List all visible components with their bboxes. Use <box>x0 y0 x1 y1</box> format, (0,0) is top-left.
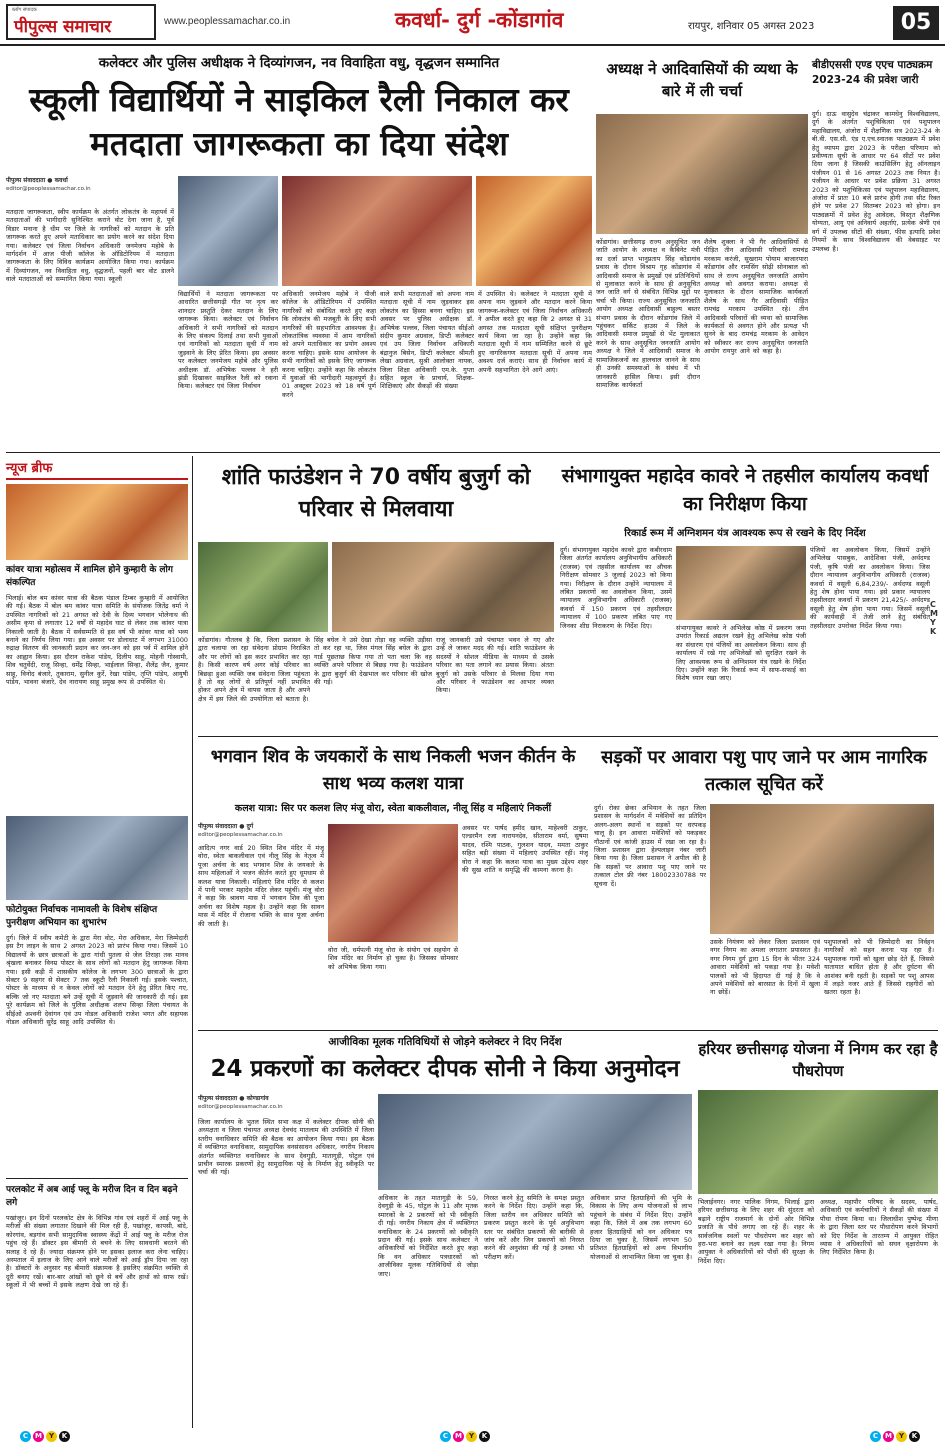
sony-body-col2: अधिकार के तहत मातागुड़ी के 59, देवगुड़ी के 45, घोटुल के 11 और मृतक स्मारकों के 2 प्रकरणों को भी स्वीकृति दी गई। नगरीय निकाय क्षेत्र में व्यक्तिगत वनाधिकार के 24 प्रकरणों को स्वीकृति प्रदान की गई। इसके साथ कलेक्टर ने अधिकारियों को निर्देशित करते हुए कहा कि वन अधिकार पत्रधारकों को आजीविका मूलक गतिविधियों से जोड़ा जाए। <box>378 1194 478 1278</box>
kalash-body-col2: वोरा जी, धर्मपत्नी मंजू वोरा के संयोग एवं सहयोग से शिव मंदिर का निर्माण हो चुका है। जिसका सोमवार को अभिषेक किया गया। <box>328 946 458 971</box>
kalash-subhead: कलश यात्रा: सिर पर कलश लिए मंजू वोरा, स्वेता बाकलीवाल, नीलू सिंह व महिलाएं निकलीं <box>234 803 552 814</box>
lead-photo-auditorium <box>282 176 472 286</box>
hariyar-body-col1: भिलाईनगर। नगर पालिक निगम, भिलाई द्वारा हरियर छत्तीसगढ़ के लिए शहर की सुंदरता को बढ़ाने राष्ट्रीय राजमार्ग के दोनों ओर विभिन्न प्रजाति के पौधे लगाए जा रहे हैं। शहर के सार्वजनिक स्थलों पर पौधरोपण कर शहर को हरा-भरा बनाने का लक्ष्य रखा गया है। निगम आयुक्त ने अधिकारियों को पौधों की सुरक्षा के निर्देश दिए। <box>698 1198 814 1265</box>
bsc-body: दुर्ग। दाऊ वासुदेव चंद्राकर कामधेनु विश्वविद्यालय, दुर्ग के अंतर्गत पशुचिकित्सा एवं पशुपालन महाविद्यालय, अंजोरा में शैक्षणिक सत्र 2023-24 के बी.वी. एस.सी. एंड ए.एच.स्नातक पाठ्यक्रम में प्रवेश हेतु व्यापम द्वारा 2023 के परीक्षा परिणाम को प्रवीण्यता सूची के आधार पर 64 सीटों पर प्रवेश दिया जाना है जिसकी काउंसिलिंग हेतु ऑनलाइन पंजीयन 01 से 16 अगस्त 2023 तक नियत है। पंजीयन के आधार पर प्रवेश प्रक्रिया 31 अगस्त 2023 को पशुचिकित्सा एवं पशुपालन महाविद्यालय, अंजोरा में प्रातः 10 बजे प्रारंभ होगी तथा सीट रिक्त होने पर प्रवेश 27 सितम्बर 2023 को होगा। इन पाठ्यक्रमों में प्रवेश हेतु आवेदक, विस्तृत शैक्षणिक योग्यता, आयु एवं अनिवार्य अहर्ताएं, प्रत्येक श्रेणी एवं वर्ग में उपलब्ध सीटों की संख्या, फीस इत्यादि प्रवेश नियमों के साथ विश्वविद्यालय की वेबसाइट पर उपलब्ध है। <box>812 110 940 253</box>
sony-body-col3: निरस्त करने हेतु समिति के समक्ष प्रस्तुत करने के निर्देश दिए। उन्होंने कहा कि, जिला स्तरीय वन अधिकार समिति को प्रकरण प्रस्तुत करने के पूर्व अनुविभाग स्तर पर संबंधित प्रकरणों की बारीकी से जांच करें और जिन प्रकरणों को निरस्त करने की अनुशंसा की गई है उनका भी परीक्षण करें। <box>484 1194 584 1261</box>
bsc-headline: बीडीएससी एण्ड एएच पाठ्यक्रम 2023-24 की प्रवेश जारी <box>812 59 933 86</box>
cmyk-footer-left: C M Y K <box>20 1431 70 1442</box>
tehsil-body-col1: दुर्ग। संभागायुक्त महादेव कावरे द्वारा कबीरधाम जिला अंतर्गत कार्यालय अनुविभागीय अधिकारी (राजस्व) एवं तहसील कार्यालय का औचक निरीक्षण सोमवार 3 जुलाई 2023 को किया गया। निरीक्षण के दौरान उन्होंने न्यायालय में लंबित प्रकरणों का अवलोकन किया, उसमें न्यायालय अनुविभागीय अधिकारी (राजस्व) कवर्धा में 150 प्रकरण एवं तहसीलदार न्यायालय में 100 प्रकरण लंबित पाए गए जिनका शीघ्र निराकरण के निर्देश दिए। <box>560 546 672 630</box>
shanti-body-col2: सिंह बघेल ने उसे देखा तोड़ा वह व्यक्ति उड़ीसा तो कर रहा था, जिस मंगल सिंह बघेल के द्वारा गार्ड पूछताछ किया गया तो पता चला कि वह व्यक्ति अपने परिवार से बिछड़ गया है। फाउंडेशन के द्वारा बुजुर्ग की देखभाल कर परिवार की खोज की गई। <box>314 636 432 687</box>
lead-photo-rally <box>178 176 278 286</box>
lead-body-col2: विद्यार्थियों ने मतदाता जागरूकता पर आधारित छत्तीसगढ़ी गीत पर नृत्य कर शानदार प्रस्तुति देकर मतदान के लिए जागरूक किया। कलेक्टर एवं निर्वाचन अधिकारी ने सभी नागरिकों को मतदान के लिए संकल्प दिलाई तथा सभी युवाओं एवं नागरिकों को मतदाता सूची में नाम जुड़वाने के लिए प्रेरित किया। इस अवसर पर कलेक्टर जनमेजय महोबे और पुलिस अधीक्षक डॉ. अभिषेक पल्लव ने हरी झंडी दिखाकर साइकिल रैली को रवाना किया। कलेक्टर एवं जिला निर्वाचन <box>178 290 278 391</box>
brief1-photo <box>6 484 188 560</box>
brief3-body: पखांजूर। इन दिनों परलकोट क्षेत्र के विभिन्न गांव एवं शहरों में आई फ्लू के मरीजों की संख्या लगातार दिखाने की मिल रही हैं, पखांजूर, कापसी, बांदे, कोरगांव, बड़गांव सभी सामुदायिक स्वास्थ्य केंद्रों में आई फ्लू के मरीज रोज पहुंच रहे हैं। डॉक्टर इस बीमारी से बचने के लिए सावधानी बरतने की सलाह दे रहे हैं। ज्यादा संक्रमण होने पर इसका इलाज करा लेना चाहिए। अस्पताल में इलाज के लिए आने वाले मरीजों को आई ड्रॉप दिया जा रहा है। डॉक्टरों के अनुसार यह बीमारी संक्रामक है इसलिए संक्रमित व्यक्ति से दूरी बनाए रखें। बार-बार आंखों को छूने से बचें और हाथों को साफ रखें। स्कूलों में भी बच्चों में इसके लक्षण देखे जा रहे हैं। <box>6 1214 188 1290</box>
kalash-story <box>198 740 588 1026</box>
shanti-photo-group <box>332 542 554 632</box>
lead-place: कवर्धा <box>54 177 68 184</box>
lead-story <box>6 52 592 442</box>
tehsil-body-col2: संभागायुक्त कावरे ने अभिलेख कोष्ठ में प्रकरण जमा उपरांत रिकार्ड अद्यतन रखने हेतु अभिलेख कोष्ठ पंजी का संधारण एवं पंजियों का अवलोकन किया। साथ ही कार्यालय में रखे गए अभिलेखों को सुरक्षित रखने के लिए आवश्यक रूप से अग्निशमन यंत्र रखने के निर्देश दिए। उन्होंने कहा कि रिकार्ड रूम में साफ-सफाई का विशेष ध्यान रखा जाए। <box>676 624 806 683</box>
hariyar-headline: हरियर छत्तीसगढ़ योजना में निगम कर रहा है पौधरोपण <box>698 1040 938 1080</box>
lead-body-col1: मतदाता जागरूकता, स्वीप कार्यक्रम के अंतर्गत लोकतंत्र के महापर्व में मतदाताओं की भागीदारी सुनिश्चित कराने वोट देना जाना है, पूर्व विडार मनाना है धीम पर जिले के नागरिकों को मतदान के प्रति जागरूक करते हुए अपने मताधिकार का प्रयोग करने का संदेश दिया गया। कलेक्टर एवं जिला निर्वाचन अधिकारी जनमेजय महोबे के मार्गदर्शन में आज पीजी कॉलेज के ऑडिटोरियम में मतदाता जागरूकता के लिए विविध कार्यक्रम आयोजित किया गया। कार्यक्रम में दिव्यांगजन, नव विवाहिता वधु, वृद्धजनों, पहली बार वोट डालने वाले मतदाताओं को सम्मानित किया गया। स्कूली <box>6 208 174 284</box>
cmyk-footer-right: C M Y K <box>870 1431 920 1442</box>
brief3-headline: परलकोट में अब आई फ्लू के मरीज दिन व दिन बढ़ने लगे <box>6 1185 178 1208</box>
tribal-body-col2: शैलेष शुक्ला ने भी गैर आदिवासियों से पीड़ित तीन आदिवासी परिवारों रामचंद्र मरकाम करंजी, सुखराम पोयाम बाजारपारा कोंडागांव और रामसिंग सोढ़ी सोनाबाल को साथ ले राज्य अनुसूचित जनजाति आयोग अध्यक्ष को अवगत कराया। अध्यक्ष से मुलाकात के दौरान सामाजिक कार्यकर्ता शैलेष के साथ गैर आदिवासी पीड़ित रामचंद्र मरकाम उपस्थित रहे। तीन आदिवासी परिवारों की व्यथा को सामाजिक कार्यकर्ता से अवगत होने और प्रत्यक्ष भी सुनने के बाद रामचंद्र मरकाम के आवेदन को स्वीकार कर राज्य अनुसूचित जनजाति आयोग रायपुर आने को कहा है। <box>704 238 808 356</box>
stray-story <box>594 740 934 1026</box>
brief1-body: भिलाई। बोल बम कांवर यात्रा की बैठक पंडाल टिम्बर कुम्हारी में आयोजित की गई। बैठक में बोल बम कांवर यात्रा समिति के संयोजक जितेंद्र वर्मा ने उपस्थित नागरिकों को 21 अगस्त को देवी के दिव्य भगवान भोलेनाथ की असीम कृपा से लगातार 12 वर्षों से महादेव घाट से लेकर तक कांवर यात्रा निकाली जाती है। बैठक में सर्वसम्मति से इस वर्ष भी कांवर यात्रा को भव्य बनाने का निर्णय लिया गया। इस अवसर पर डोलाधाट में लगभग 31000 रुद्राक्ष वितरण की जानकारी प्रदान कर जन-जन को इस पर्व में शामिल होने का आह्वान किया। इस दौरान राकेश पांडेय, दिलीप साहू, मोहनी गोस्वामी, शिव चतुर्वेदी, राजू सिन्हा, धर्मेंद्र सिन्हा, भाईलाल सिन्हा, शैलेंद्र जैन, कुमार साहू, विनोद बंजारे, तुकाराम, सुनील कुर्रे, रेखा पांडेय, तृप्ति पांडेय, आयुषी पांडेय, भावना बंजारे, देव नारायण साहू प्रमुख रूप से उपस्थित थे। <box>6 594 188 687</box>
section-title: कवर्धा- दुर्ग -कोंडागांव <box>395 8 564 32</box>
cmyk-footer-center: C M Y K <box>440 1431 490 1442</box>
stray-body-col1: दुर्ग। रोका छेका अभियान के तहत जिला प्रशासन के मार्गदर्शन में मवेशियों का प्रतिदिन अलग-अलग स्थानों व सड़कों पर धरपकड़ चालू है। इन आवारा मवेशियों को पकड़कर गौठानों एवं कांजी हाउस में रखा जा रहा है। जिला प्रशासन द्वारा हेल्पलाइन नंबर जारी किया गया है। जिला प्रशासन ने अपील की है कि सड़कों पर आवारा पशु पाए जाने पर तत्काल टोल फ्री नंबर 18002330788 पर सूचना दें। <box>594 804 706 888</box>
tribal-photo <box>596 114 808 234</box>
lead-photo-students <box>476 176 592 286</box>
website-link[interactable]: www.peoplessamachar.co.in <box>164 16 291 27</box>
tehsil-body-col3: पंजियों का अवलोकन किया, जिसमें उन्होंने अभिलेख पासबुक, आदेशिका पंजी, अर्थदण्ड पंजी, कृषि पंजी का अवलोकन किया। जिस दौरान न्यायालय अनुविभागीय अधिकारी (राजस्व) कवर्धा में वसूली 6,84,239/- अर्थदण्ड वसूली हेतु शेष होना पाया गया। इसे प्रकार न्यायालय तहसीलदार कवर्धा में प्रकरण 21,425/- अर्थदण्ड वसूली हेतु शेष होना पाया गया। जिसमें वसूली की कार्यवाही में तेजी लाने हेतु संबंधित तहसीलदार उपरोक्त निर्देश किया गया। <box>810 546 930 630</box>
stray-body-col2: उसके नियंत्रण को लेकर जिला प्रशासन एवं नगर निगम का अमला लगातार प्रयासरत है। नगर निगम दुर्ग द्वारा 15 दिन के भीतर 324 आवारा मवेशियों को पकड़ा गया है। मवेशी पालकों को भी हिदायत दी गई है कि वे अपने मवेशियों को बारसात के दिनों में खुला ना छोड़ें। <box>710 938 820 997</box>
lead-email[interactable]: editor@peoplessamachar.co.in <box>6 186 91 192</box>
lead-body-col3: अधिकारी जनमेजय महोबे ने पीजी कॉलेज के ऑडिटोरियम में उपस्थित नागरिकों को संबोधित करते हुए कहा कि लोकतंत्र की मजबूती के लिए सभी नागरिकों की सहभागिता आवश्यक है। लोकतांत्रिक व्यवस्था में आम नागरिकों को अपने मताधिकार का प्रयोग अवश्य करना चाहिए। इसके साथ आयोजन के सभी नागरिकों को इसके लिए जागरूक करना चाहिए। उन्होंने कहा कि लोकतंत्र में युवाओं की भागीदारी महत्वपूर्ण है। 01 अक्टूबर 2023 को 18 वर्ष पूर्ण करने <box>282 290 376 399</box>
tribal-headline: अध्यक्ष ने आदिवासियों की व्यथा के बारे में ली चर्चा <box>606 60 798 100</box>
divider-top <box>6 452 940 453</box>
stray-headline: सड़कों पर आवारा पशु पाए जाने पर आम नागरिक तत्काल सूचित करें <box>601 747 927 795</box>
bsc-story <box>812 52 940 452</box>
kalash-byline-block: पीपुल्स संवाददाता ● दुर्ग editor@peoplessamachar.co.in <box>198 823 283 838</box>
hariyar-photo <box>698 1090 938 1194</box>
lead-body-col5: में उपस्थित थे। कलेक्टर ने मतदाता सूची में अपना नाम जुड़वाने और मतदान करने किया जागरूक-कलेक्टर एवं जिला निर्वाचन अधिकारी ने अपील करते हुए कहा कि 2 अगस्त से 31 अगस्त तक मतदाता सूची संक्षिप्त पुनरीक्षण कार्य किया जा रहा है। उन्होंने कहा कि मतदाता सूची में नाम सम्मिलित करने से छूटे हुए नागरिकगण मतदाता सूची में अपना नाम अवश्य दर्ज कराएं। साथ ही निर्वाचन कार्य में अपनी सहभागिता देने आगे आएं। <box>478 290 592 374</box>
kalash-photo <box>328 824 458 942</box>
hariyar-story <box>698 1034 938 1428</box>
masthead <box>0 0 945 46</box>
tehsil-subhead: रिकार्ड रूम में अग्निशमन यंत्र आवश्यक रूप से रखने के दिए निर्देश <box>624 528 866 539</box>
stray-body-col3: पशुपालकों को भी जिम्मेदारी का निर्वहन नागरिकों को सहन करना पड़ रहा है। पशुपालक गायों को खुला छोड़ देते हैं, जिससे यातायात बाधित होता है और दुर्घटना की आशंका बनी रहती है। सड़कों पर पशु आपस में लड़ते नजर आते हैं जिससे राहगीरों को खतरा रहता है। <box>824 938 934 997</box>
sony-story <box>198 1034 692 1428</box>
sony-photo <box>378 1094 692 1190</box>
kalash-body-col1: आदित्य नगर वार्ड 20 स्थित शिव मंदिर में मंजू वोरा, स्वेता बाकलीवाल एवं नीलू सिंह के नेतृत्व में पूजा अर्चना के बाद भगवान शिव के जयकारे के साथ महिलाओं ने भजन कीर्तन करते हुए धूमधाम से कलश यात्रा निकाली। महिलाएं शिव मंदिर से कलश में पानी भरकर महादेव मंदिर लेकर पहुंचीं। मंजू वोरा ने कहा कि श्रावण मास में भगवान शिव की पूजा अर्चना का विशेष महत्व है। उन्होंने कहा कि सावन मास में मंदिर में रोजाना भक्ति के साथ पूजा अर्चना की जाती है। <box>198 844 324 928</box>
lead-byline: पीपुल्स संवाददाता <box>6 177 46 184</box>
news-brief <box>6 456 188 1428</box>
page-number: 05 <box>893 6 939 40</box>
kalash-headline: भगवान शिव के जयकारों के साथ निकली भजन कीर्तन के साथ भव्य कलश यात्रा <box>210 747 576 794</box>
kalash-body-col3: अवसर पर पार्षद हमीद खान, माहेश्वरी ठाकुर, एल्डरमैन रजा नारायनदेव, सीताराम वर्मा, सुषमा यादव, रश्मि पाठक, गुलशन यादव, ममता ठाकुर सहित बड़ी संख्या में महिलाएं उपस्थित रहीं। मंजू वोरा ने कहा कि कलश यात्रा का मुख्य उद्देश्य शहर की सुख शांति व समृद्धि की कामना करना है। <box>462 824 588 875</box>
paper-logo: ब्लाॅग संपादक पीपुल्स समाचार <box>6 4 156 40</box>
divider-vertical <box>192 456 193 1428</box>
lead-headline: स्कूली विद्यार्थियों ने साइकिल रैली निकाल कर मतदाता जागरूकता का दिया संदेश <box>29 80 569 163</box>
lead-kicker: कलेक्टर और पुलिस अधीक्षक ने दिव्यांगजन, नव विवाहिता वधु, वृद्धजन सम्मानित <box>98 55 500 71</box>
shanti-photo-elder <box>198 542 328 632</box>
tehsil-story <box>560 456 930 732</box>
brief1-headline: कांवर यात्रा महोत्सव में शामिल होने कुम्हारी के लोग संकल्पित <box>6 565 173 588</box>
sony-headline: 24 प्रकरणों का कलेक्टर दीपक सोनी ने किया अनुमोदन <box>210 1056 680 1082</box>
sony-byline: पीपुल्स संवाददाता <box>198 1095 238 1102</box>
cmyk-mark-right: C M Y K <box>930 600 938 636</box>
brief2-photo <box>6 816 188 900</box>
tribal-body-col1: कोंडागांव। छत्तीसगढ़ राज्य अनुसूचित जन जाति आयोग के अध्यक्ष व कैबिनेट मंत्री का दर्जा प्राप्त भानुप्रताप सिंह कोंडागांव प्रवास के दौरान विश्राम गृह कोंडागांव में आदिवासी समाज के प्रमुखों एवं प्रतिनिधियों से मुलाकात करने के साथ ही अनुसूचित जन जाति वर्ग से संबंधित विभिन्न मुद्दों पर चर्चा भी किया। राज्य अनुसूचित जनजाति आयोग अध्यक्ष आदिवासी बाहुल्य बस्तर संभाग प्रवास के दौरान कोंडागांव जिले में पहुंचकर सर्किट हाउस में जिले के आदिवासी समाज प्रमुखों से भेंट मुलाकात करने के साथ अनुसूचित जनजाति आयोग अध्यक्ष ने जिले में आदिवासी समाज के सामाजिकजनों का हालचाल जानने के साथ ही उनकी समस्याओं के संबंध में भी जानकारी हासिल किया। इसी दौरान सामाजिक कार्यकर्ता <box>596 238 700 389</box>
brief2-headline: फोटोयुक्त निर्वाचक नामावली के विशेष संक्षिप्त पुनरीक्षण अभियान का शुभारंभ <box>6 905 158 928</box>
sony-byline-block: पीपुल्स संवाददाता ● कोण्डागांव editor@peoplessamachar.co.in <box>198 1095 283 1110</box>
kalash-byline: पीपुल्स संवाददाता <box>198 823 238 830</box>
kalash-email[interactable]: editor@peoplessamachar.co.in <box>198 832 283 838</box>
shanti-body-col1: कोंडागांव। गौतलब है कि, जिला प्रशासन के द्वारा चलाया जा रहा संवेदना प्रोग्राम निराश्रित और पर लोगों को इस कदर प्रभावित कर रहा है। किसी कारण वर्ष अगर कोई परिवार का बिछड़ा हुआ व्यक्ति जब संवेदना जिला पहुंचता है तो वह लोगों से प्रतिपूर्ण नहीं प्रभावित होकर अपने क्षेत्र में वापस जाता है और अपने क्षेत्र में इस जिले की उपयोगिता को बताता है। <box>198 636 310 703</box>
lead-body-col4: वाले सभी मतदाताओं को अपना नाम मतदाता सूची में नाम जुड़वाकर इस लोकतंत्र का हिस्सा बनना चाहिए। इस अवसर पर पुलिस अधीक्षक डॉ. अभिषेक पल्लव, जिला पंचायत सीईओ संदीप कुमार अग्रवाल, डिप्टी कलेक्टर एवं उप जिला निर्वाचन अधिकारी बंद्रानुज बिसेन, डिप्टी कलेक्टर श्रीमती लेखा अग्रवाल, सुश्री आलोक्ता नायक, जिला शिक्षा अधिकारी एम.के. गुप्ता सहित स्कूल के प्राचार्य, शिक्षक-शिक्षिकाएं और सैकड़ों की संख्या <box>380 290 474 391</box>
sony-body-col4: अधिकार प्राप्त हितग्राहियों की भूमि के विकास के लिए अन्य योजनाओं से लाभ पहुंचाने के संबंध में निर्देश दिए। उन्होंने कहा कि, जिले में अब तक लगभग 60 हजार हितग्राहियों को वन अधिकार पत्र दिया जा चुका है, जिसमें लगभग 50 प्रतिशत हितग्राहियों को अन्य विभागीय योजनाओं से लाभान्वित किया जा चुका है। <box>590 1194 692 1261</box>
tehsil-photo <box>676 546 806 620</box>
sony-email[interactable]: editor@peoplessamachar.co.in <box>198 1104 283 1110</box>
kalash-place: दुर्ग <box>246 823 254 830</box>
paper-name: पीपुल्स समाचार <box>14 17 112 37</box>
shanti-body-col3: राजू जानकारी उसे पंचायत भवन ले गए और उन्हें ले जाकर मदद की गई। शांति फाउंडेशन के सदस्यों ने सोशल मीडिया के माध्यम से उसके परिवार का पता लगाने का प्रयास किया। अंततः बुजुर्ग को उसके परिवार से मिलवा दिया गया और परिवार ने फाउंडेशन का आभार व्यक्त किया। <box>436 636 554 695</box>
sony-body-col1: जिला कार्यालय के भुतल स्थित सभा कक्ष में कलेक्टर दीपक सोनी की अध्यक्षता व जिला पंचायत अध्यक्ष देवचंद मातलाम की उपस्थिति में जिला स्तरीय वनाधिकार समिति की बैठक का आयोजन किया गया। इस बैठक में व्यक्तिगत वनाधिकार, सामुदायिक वनसंसाधन अधिकार, नगरीय निकाय अंतर्गत व्यक्तिगत वनाधिकार के साथ देवगुड़ी, मातागुड़ी, घोटुल एवं प्राचीन स्मारक प्रकरणों हेतु सामुदायिक पट्टे के निर्माण हेतु स्वीकृति पर चर्चा की गई। <box>198 1118 374 1177</box>
lead-byline-block: पीपुल्स संवाददाता ● कवर्धा editor@peoplessamachar.co.in <box>6 177 91 192</box>
tribal-story <box>596 52 808 442</box>
sony-place: कोण्डागांव <box>246 1095 269 1102</box>
brief2-body: दुर्ग। जिले में स्वीप कमेटी के द्वारा मेरा वोट, मेरा अधिकार, मेरा जिम्मेदारी इस टैग लाइन के साथ 2 अगस्त 2023 को प्रारंभ किया गया। जिसमें 10 विद्यालयों के छात्र छात्राओं के द्वारा गांधी पुतला से जेल तिराहा तक मानव श्रृंखला बनाकर विनम्र पोस्टर के साथ लोगों को मतदान हेतु जागरूक किया गया। इसी कड़ी में शासकीय कॉलेज के लगभग 300 छात्राओं के द्वारा सेक्टर 9 सहगर से सेक्टर 7 तक स्कूटी रैली निकाली गई। इसके पश्चात, पोस्टर के माध्यम से न केवल लोगों को मतदान देने हेतु प्रेरित किए गए, बल्कि जो नए मतदाता बने उन्हें सूची में जुड़वाने की जानकारी दी गई। इस पूरे कार्यक्रम को जिले के पुलिस अधीक्षक शलभ सिन्हा जिला पंचायत के सीईओ अश्वनी देवांगन एवं उप नोडल अधिकारी राजेश भगत और सहायक नोडल अधिकारी सुरेंद्र साहू आदि उपस्थित थे। <box>6 934 188 1027</box>
sony-kicker: आजीविका मूलक गतिविधियों से जोड़ने कलेक्टर ने दिए निर्देश <box>328 1036 562 1048</box>
dateline: रायपुर, शनिवार 05 अगस्त 2023 <box>688 21 815 32</box>
shanti-story <box>198 456 554 732</box>
hariyar-body-col2: अध्यक्ष, महापौर परिषद के सदस्य, पार्षद, अधिकारी एवं कर्मचारियों ने सैकड़ों की संख्या में पौधा रोपण किया था। जिलाधीश पुष्पेन्द्र मीणा के द्वारा जिला स्तर पर पौधारोपण करने विभागों को दिए निर्देश के तारतम्य में आयुक्त रोहित व्यास ने अधिकारियों को सघन वृक्षारोपण के लिए निर्देशित किया है। <box>820 1198 938 1257</box>
stray-photo <box>710 804 934 934</box>
shanti-headline: शांति फाउंडेशन ने 70 वर्षीय बुजुर्ग को परिवार से मिलवाया <box>221 465 531 522</box>
tehsil-headline: संभागायुक्त महादेव कावरे ने तहसील कार्यालय कवर्धा का निरीक्षण किया <box>561 465 929 515</box>
news-brief-label: न्यूज ब्रीफ <box>6 461 53 476</box>
